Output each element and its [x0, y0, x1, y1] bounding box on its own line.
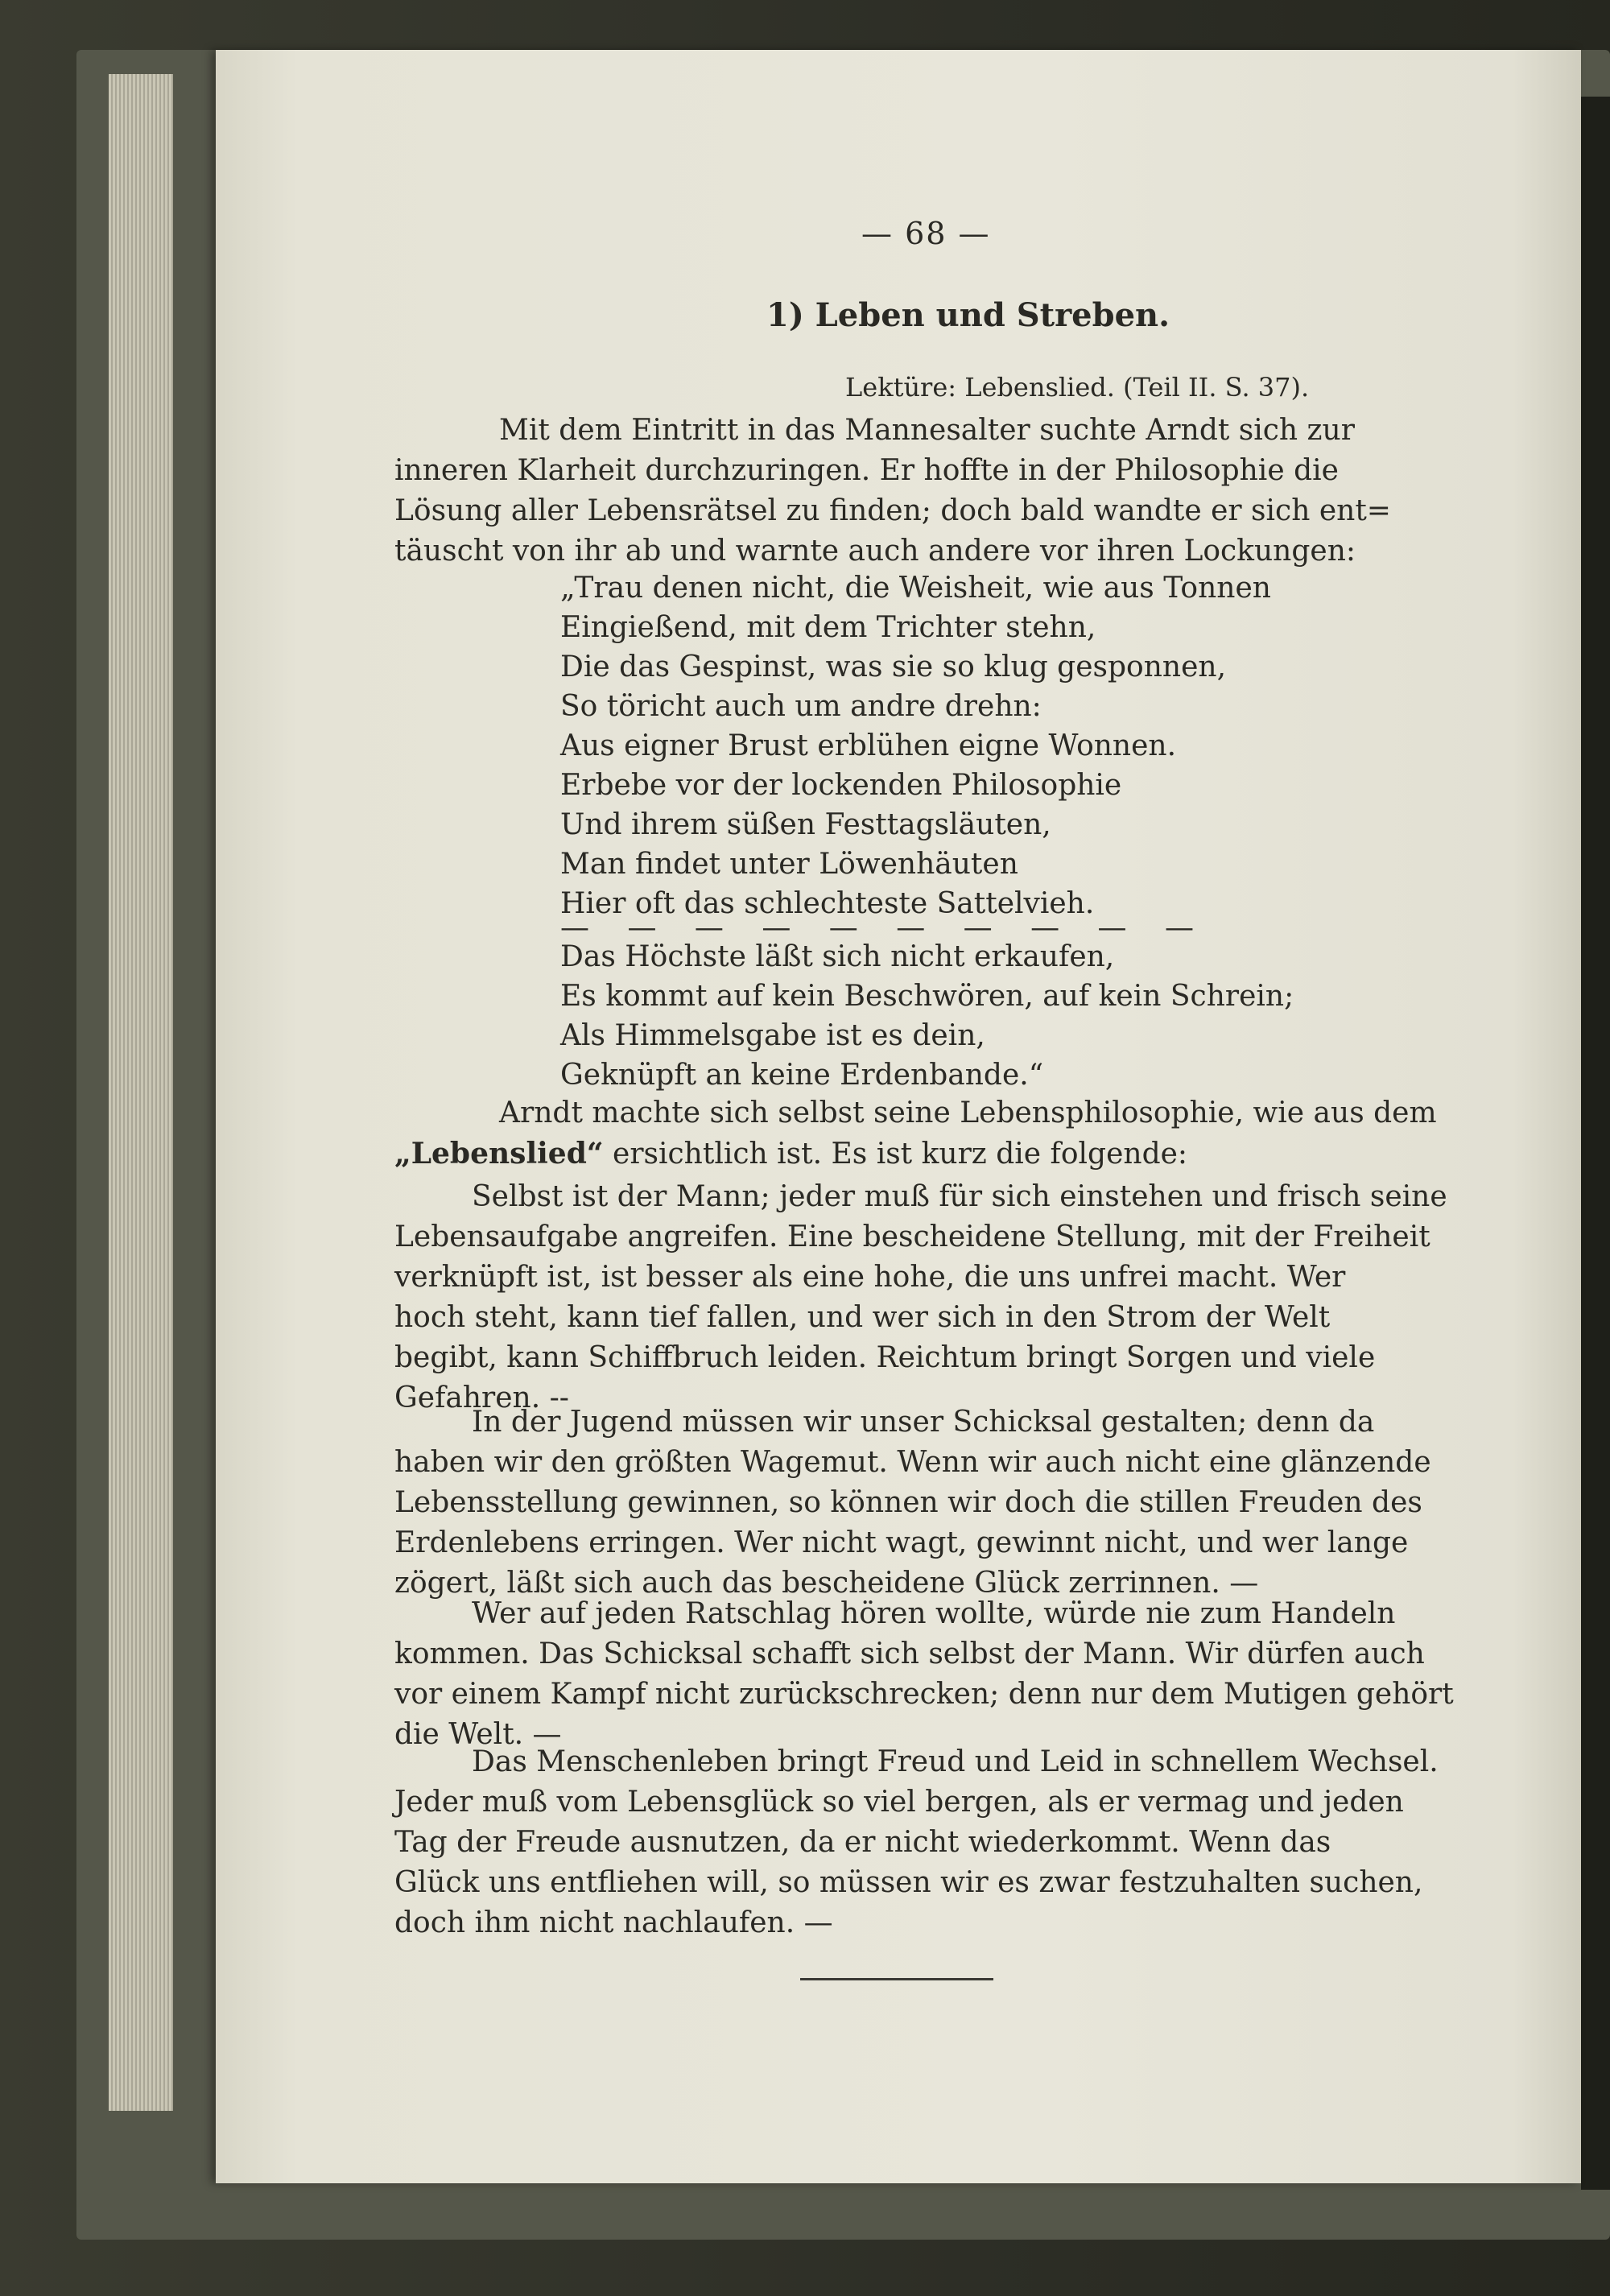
intro-line: täuscht von ihr ab und warnte auch andere vor ihren Lockungen:: [394, 535, 1356, 568]
summary-paragraph: [394, 1093, 1437, 1175]
paragraph-line: Glück uns entfliehen will, so müssen wir es zwar festzuhalten suchen,: [394, 1866, 1423, 1899]
verse-line: So töricht auch um andre drehn:: [560, 690, 1042, 723]
intro-line: inneren Klarheit durchzuringen. Er hoffte in der Philosophie die: [394, 454, 1339, 487]
reading-reference: Lektüre: Lebenslied. (Teil II. S. 37).: [845, 372, 1310, 403]
paragraph-4: [394, 1742, 1439, 1943]
paragraph-line: vor einem Kampf nicht zurückschrecken; denn nur dem Mutigen gehört: [394, 1678, 1454, 1711]
paragraph-line: Tag der Freude ausnutzen, da er nicht wiederkommt. Wenn das: [394, 1826, 1331, 1859]
right-edge: [1581, 97, 1610, 2190]
page-number: — 68 —: [861, 216, 991, 251]
paragraph-line: Erdenlebens erringen. Wer nicht wagt, gewinnt nicht, und wer lange: [394, 1526, 1409, 1559]
paragraph-line: hoch steht, kann tief fallen, und wer sich in den Strom der Welt: [394, 1301, 1331, 1334]
intro-paragraph: [394, 411, 1417, 572]
paragraph-2: [394, 1402, 1431, 1604]
verse-block-2: [560, 937, 1294, 1095]
paragraph-line: doch ihm nicht nachlaufen. —: [394, 1906, 833, 1939]
verse-line: Geknüpft an keine Erdenbande.“: [560, 1059, 1044, 1092]
summary-line: [394, 1134, 1417, 1175]
paragraph-line: Wer auf jeden Ratschlag hören wollte, würde nie zum Handeln: [472, 1597, 1396, 1630]
paragraph-line: Das Menschenleben bringt Freud und Leid in schnellem Wechsel.: [472, 1745, 1439, 1778]
intro-line: Lösung aller Lebensrätsel zu finden; doch bald wandte er sich ent=: [394, 494, 1391, 527]
paragraph-1: [394, 1177, 1447, 1418]
paragraph-line: zögert, läßt sich auch das bescheidene Glück zerrinnen. —: [394, 1567, 1259, 1600]
verse-line: Und ihrem süßen Festtagsläuten,: [560, 808, 1051, 841]
paragraph-line: haben wir den größten Wagemut. Wenn wir auch nicht eine glänzende: [394, 1446, 1431, 1479]
verse-line: Das Höchste läßt sich nicht erkaufen,: [560, 940, 1115, 973]
verse-line: „Trau denen nicht, die Weisheit, wie aus Tonnen: [560, 572, 1271, 605]
paragraph-line: die Welt. —: [394, 1718, 562, 1751]
paragraph-line: verknüpft ist, ist besser als eine hohe, die uns unfrei macht. Wer: [394, 1261, 1346, 1294]
verse-line: Aus eigner Brust erblühen eigne Wonnen.: [560, 729, 1177, 762]
summary-line-rest: ersichtlich ist. Es ist kurz die folgende:: [603, 1138, 1188, 1171]
paragraph-line: Selbst ist der Mann; jeder muß für sich einstehen und frisch seine: [472, 1180, 1447, 1213]
paragraph-line: Lebensstellung gewinnen, so können wir doch die stillen Freuden des: [394, 1486, 1422, 1519]
paragraph-line: Lebensaufgabe angreifen. Eine bescheidene Stellung, mit der Freiheit: [394, 1220, 1430, 1253]
paragraph-line: Jeder muß vom Lebensglück so viel bergen, als er vermag und jeden: [394, 1786, 1404, 1819]
section-title: 1) Leben und Streben.: [766, 296, 1170, 334]
verse-line: Es kommt auf kein Beschwören, auf kein Schrein;: [560, 980, 1294, 1013]
intro-line: Mit dem Eintritt in das Mannesalter suchte Arndt sich zur: [499, 414, 1355, 447]
paragraph-line: begibt, kann Schiffbruch leiden. Reichtum bringt Sorgen und viele: [394, 1341, 1376, 1374]
verse-separator: — — — — — — — — — —: [560, 911, 1208, 944]
verse-line: Erbebe vor der lockenden Philosophie: [560, 769, 1122, 802]
verse-line: Die das Gespinst, was sie so klug gesponnen,: [560, 650, 1227, 683]
closing-rule: [800, 1978, 993, 1980]
summary-line: Arndt machte sich selbst seine Lebensphilosophie, wie aus dem: [499, 1096, 1437, 1129]
verse-line: Als Himmelsgabe ist es dein,: [560, 1019, 985, 1052]
paragraph-3: [394, 1594, 1454, 1755]
song-title: „Lebenslied“: [394, 1137, 604, 1171]
verse-line: Hier oft das schlechteste Sattelvieh.: [560, 887, 1095, 920]
paragraph-line: Gefahren. --: [394, 1381, 569, 1414]
paragraph-line: kommen. Das Schicksal schafft sich selbst der Mann. Wir dürfen auch: [394, 1637, 1425, 1670]
verse-line: Man findet unter Löwenhäuten: [560, 848, 1018, 881]
verse-line: Eingießend, mit dem Trichter stehn,: [560, 611, 1096, 644]
verse-block-1: [560, 568, 1271, 923]
paragraph-line: In der Jugend müssen wir unser Schicksal gestalten; denn da: [472, 1406, 1375, 1439]
page-stack: [109, 74, 173, 2111]
